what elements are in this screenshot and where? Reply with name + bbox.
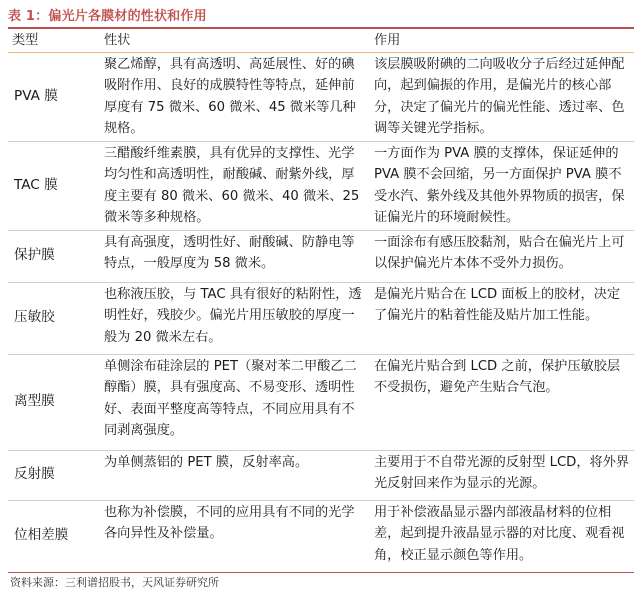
row-function: 用于补偿液晶显示器内部液晶材料的位相差，起到提升液晶显示器的对比度、观看视角，校正显示颜色等作用。 xyxy=(370,500,634,572)
row-function: 一面涂布有感压胶黏剂，贴合在偏光片上可以保护偏光片本体不受外力损伤。 xyxy=(370,230,634,282)
row-function: 在偏光片贴合到 LCD 之前，保护压敏胶层不受损伤，避免产生贴合气泡。 xyxy=(370,354,634,450)
row-type: TAC 膜 xyxy=(8,141,100,230)
table-header-row xyxy=(8,30,634,52)
row-type: 保护膜 xyxy=(8,230,100,282)
row-property: 具有高强度，透明性好、耐酸碱、防静电等特点，一般厚度为 58 微米。 xyxy=(100,230,370,282)
row-type: 压敏胶 xyxy=(8,282,100,354)
row-property: 也称为补偿膜，不同的应用具有不同的光学各向异性及补偿量。 xyxy=(100,500,370,572)
row-property: 也称液压胶，与 TAC 具有很好的粘附性，透明性好，残胶少。偏光片用压敏胶的厚度一般为 20 微米左右。 xyxy=(100,282,370,354)
row-function: 主要用于不自带光源的反射型 LCD，将外界光反射回来作为显示的光源。 xyxy=(370,450,634,500)
table-row xyxy=(8,282,634,354)
header-function: 作用 xyxy=(370,30,634,52)
row-property: 聚乙烯醇，具有高透明、高延展性、好的碘吸附作用、良好的成膜特性等特点，延伸前厚度有 75 微米、60 微米、45 微米等几种规格。 xyxy=(100,52,370,141)
header-type: 类型 xyxy=(8,30,100,52)
table-row xyxy=(8,354,634,450)
caption-rule xyxy=(8,27,634,29)
header-property: 性状 xyxy=(100,30,370,52)
row-type: 位相差膜 xyxy=(8,500,100,572)
source-note: 资料来源：三利谱招股书，天风证券研究所 xyxy=(10,576,219,589)
row-function: 一方面作为 PVA 膜的支撑体，保证延伸的 PVA 膜不会回缩，另一方面保护 PVA 膜不受水汽、紫外线及其他外界物质的损害，保证偏光片的环境耐候性。 xyxy=(370,141,634,230)
table-row xyxy=(8,141,634,230)
table-row xyxy=(8,500,634,572)
row-property: 为单侧蒸铝的 PET 膜，反射率高。 xyxy=(100,450,370,500)
row-function: 是偏光片贴合在 LCD 面板上的胶材，决定了偏光片的粘着性能及贴片加工性能。 xyxy=(370,282,634,354)
row-type: PVA 膜 xyxy=(8,52,100,141)
row-property: 三醋酸纤维素膜，具有优异的支撑性、光学均匀性和高透明性，耐酸碱、耐紫外线，厚度主要有 80 微米、60 微米、40 微米、25 微米等多种规格。 xyxy=(100,141,370,230)
table-row xyxy=(8,52,634,141)
table-row xyxy=(8,230,634,282)
table-row xyxy=(8,450,634,500)
film-properties-table xyxy=(8,30,634,573)
row-function: 该层膜吸附碘的二向吸收分子后经过延伸配向，起到偏振的作用，是偏光片的核心部分，决定了偏光片的偏光性能、透过率、色调等关键光学指标。 xyxy=(370,52,634,141)
table-caption: 表 1：偏光片各膜材的性状和作用 xyxy=(8,9,207,24)
row-type: 离型膜 xyxy=(8,354,100,450)
row-type: 反射膜 xyxy=(8,450,100,500)
row-property: 单侧涂布硅涂层的 PET（聚对苯二甲酸乙二醇酯）膜，具有强度高、不易变形、透明性好、表面平整度高等特点，不同应用具有不同剥离强度。 xyxy=(100,354,370,450)
